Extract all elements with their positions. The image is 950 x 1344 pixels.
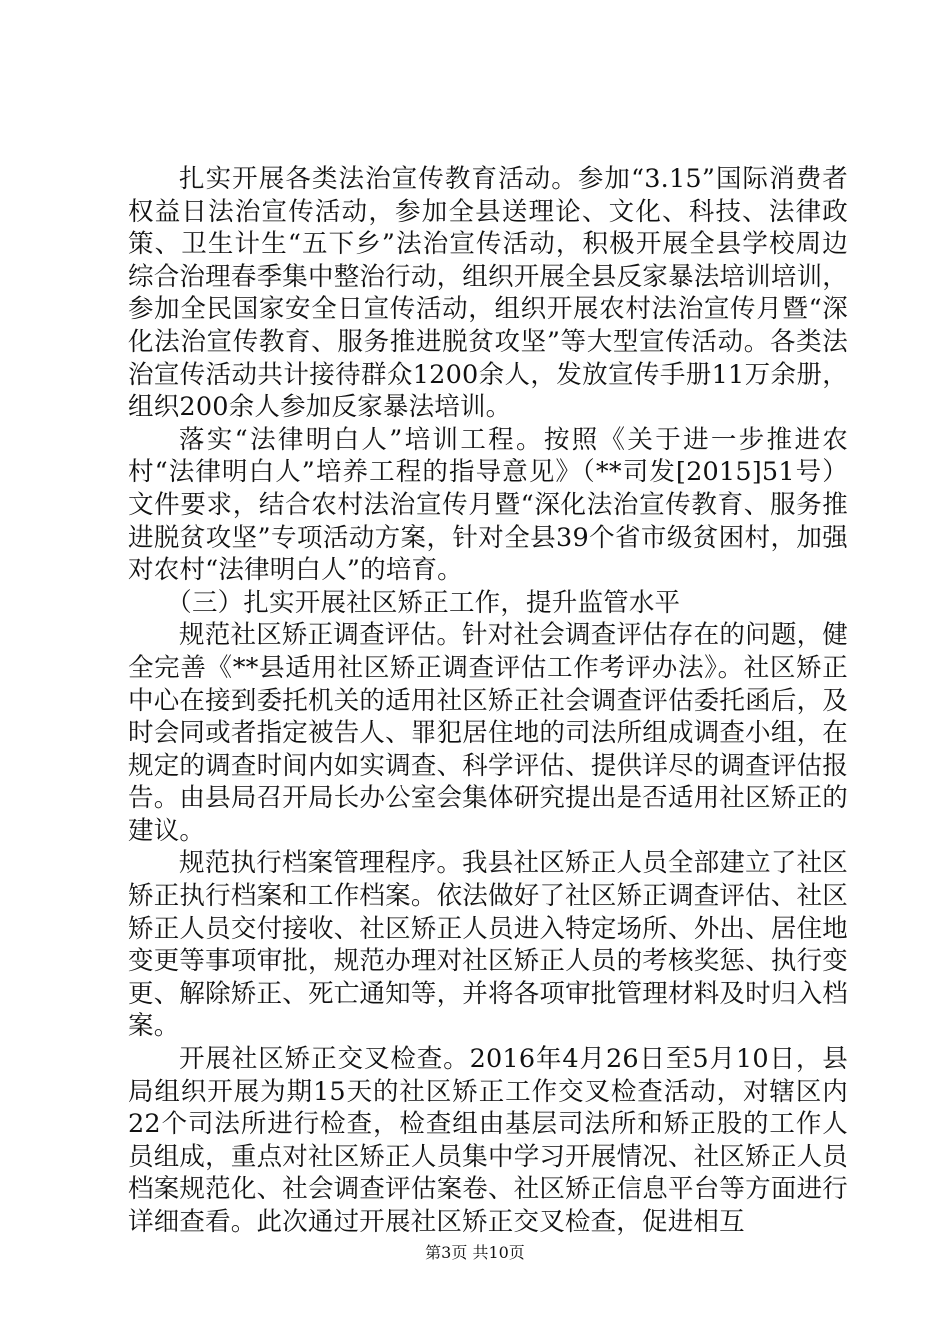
document-body (128, 163, 848, 1239)
paragraph-cross-inspection: 开展社区矫正交叉检查。2016年4月26日至5月10日，县局组织开展为期15天的社区矫正工作交叉检查活动，对辖区内22个司法所进行检查，检查组由基层司法所和矫正股的工作人员组成，重点对社区矫正人员集中学习开展情况、社区矫正人员档案规范化、社会调查评估案卷、社区矫正信息平台等方面进行详细查看。此次通过开展社区矫正交叉检查，促进相互 (128, 1044, 848, 1237)
page-number-footer: 第3页 共10页 (425, 1243, 525, 1262)
paragraph-legal-publicity: 扎实开展各类法治宣传教育活动。参加“3.15”国际消费者权益日法治宣传活动，参加全县送理论、文化、科技、法律政策、卫生计生“五下乡”法治宣传活动，积极开展全县学校周边综合治理春季集中整治行动，组织开展全县反家暴法培训培训，参加全民国家安全日宣传活动，组织开展农村法治宣传月暨“深化法治宣传教育、服务推进脱贫攻坚”等大型宣传活动。各类法治宣传活动共计接待群众1200余人，发放宣传手册11万余册，组织200余人参加反家暴法培训。 (128, 164, 848, 423)
paragraph-archive-management: 规范执行档案管理程序。我县社区矫正人员全部建立了社区矫正执行档案和工作档案。依法做好了社区矫正调查评估、社区矫正人员交付接收、社区矫正人员进入特定场所、外出、居住地变更等事项审批，规范办理对社区矫正人员的考核奖惩、执行变更、解除矫正、死亡通知等，并将各项审批管理材料及时归入档案。 (128, 848, 848, 1042)
paragraph-legal-understanding-training: 落实“法律明白人”培训工程。按照《关于进一步推进农村“法律明白人”培养工程的指导意见》（**司发[2015]51号）文件要求，结合农村法治宣传月暨“深化法治宣传教育、服务推进脱贫攻坚”专项活动方案，针对全县39个省市级贫困村，加强对农村“法律明白人”的培育。 (128, 424, 848, 586)
section-heading-community-correction: （三）扎实开展社区矫正工作，提升监管水平 (166, 587, 681, 618)
paragraph-investigation-assessment: 规范社区矫正调查评估。针对社会调查评估存在的问题，健全完善《**县适用社区矫正调查评估工作考评办法》。社区矫正中心在接到委托机关的适用社区矫正社会调查评估委托函后，及时会同或者指定被告人、罪犯居住地的司法所组成调查小组，在规定的调查时间内如实调查、科学评估、提供详尽的调查评估报告。由县局召开局长办公室会集体研究提出是否适用社区矫正的建议。 (128, 620, 848, 846)
